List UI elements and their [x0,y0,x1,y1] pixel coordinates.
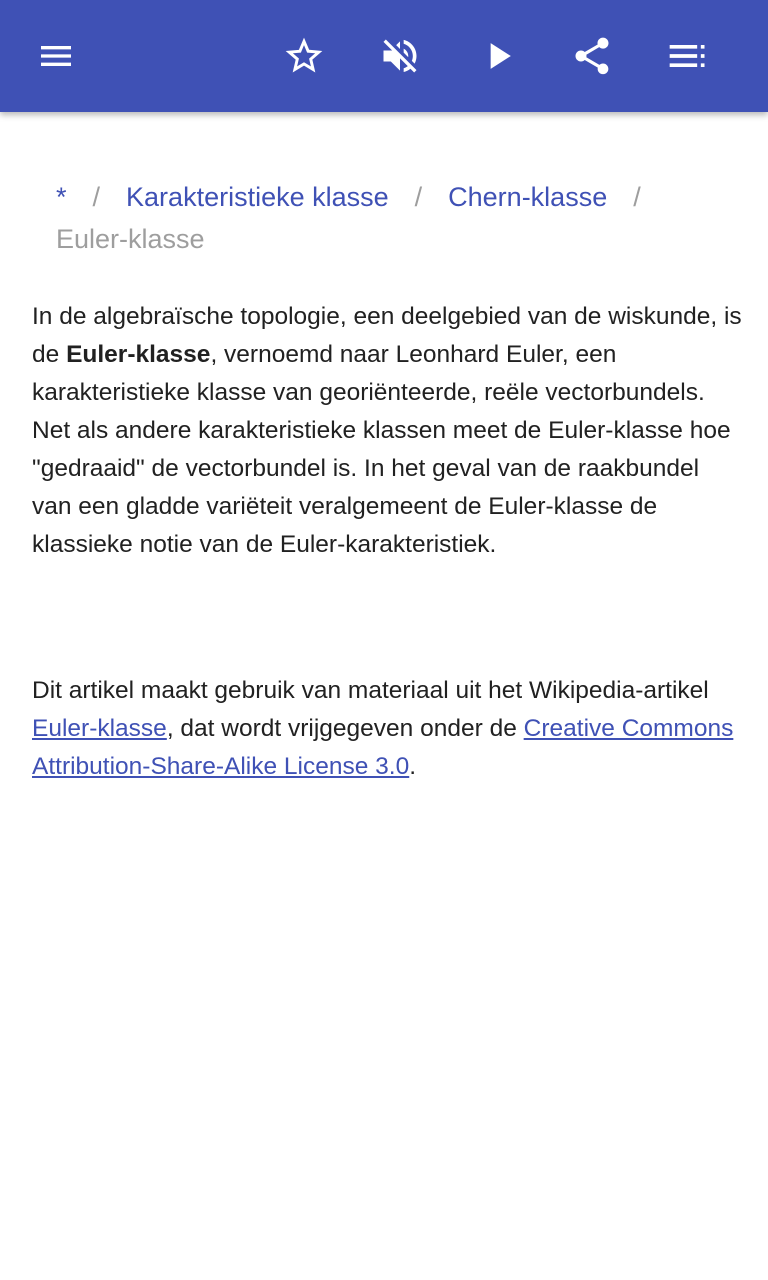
breadcrumb-item-chern-klasse[interactable]: Chern-klasse [448,182,608,212]
breadcrumb-separator: / [92,182,101,212]
share-icon [570,34,614,78]
breadcrumb-item-home[interactable]: * [56,182,67,212]
play-icon [476,34,520,78]
intro-term: Euler-klasse [66,341,211,368]
mute-button[interactable] [372,28,428,84]
playlist-button[interactable] [660,28,716,84]
star-outline-icon [282,34,326,78]
play-button[interactable] [470,28,526,84]
breadcrumb-separator: / [414,182,423,212]
menu-icon [36,36,76,76]
breadcrumb [56,176,736,260]
article-intro-paragraph [32,298,744,564]
bookmark-button[interactable] [276,28,332,84]
volume-off-icon [378,34,422,78]
license-link[interactable]: Creative Commons Attribution-Share-Alike License 3.0 [32,715,734,780]
playlist-icon [666,34,710,78]
menu-button[interactable] [28,28,84,84]
app-toolbar [0,0,768,112]
breadcrumb-separator: / [633,182,641,212]
attribution-text: Dit artikel maakt gebruik van materiaal uit het Wikipedia-artikel [32,677,709,704]
attribution-text-end: . [409,753,417,780]
article-content [0,112,768,1280]
breadcrumb-item-karakteristieke-klasse[interactable]: Karakteristieke klasse [126,182,389,212]
share-button[interactable] [564,28,620,84]
breadcrumb-current: Euler-klasse [56,224,205,254]
attribution-paragraph [32,672,744,786]
intro-text: In de algebraïsche topologie, een deelgebied van de wiskunde, is de [32,303,742,368]
attribution-text-middle: , dat wordt vrijgegeven onder de [166,715,524,742]
wikipedia-article-link[interactable]: Euler-klasse [32,715,167,742]
intro-text-rest: , vernoemd naar Leonhard Euler, een karakteristieke klasse van georiënteerde, reële vectorbundels. Net als andere karakteristieke klassen meet de Euler-klasse hoe "gedraaid" de vectorbundel is. In het geval van de raakbundel van een gladde variëteit veralgemeent de Euler-klasse de klassieke notie van de Euler-karakteristiek. [32,341,731,558]
